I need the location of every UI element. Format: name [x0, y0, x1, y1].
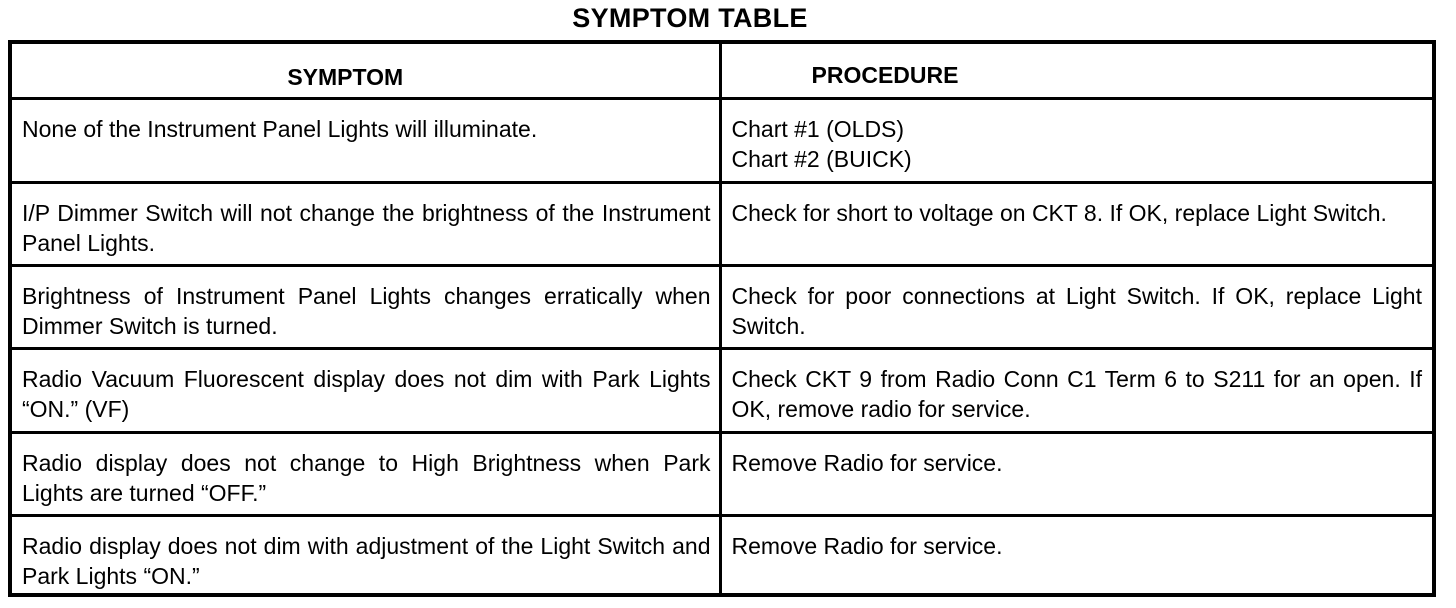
column-header-procedure: PROCEDURE — [720, 44, 1432, 98]
table-header-row — [12, 44, 1432, 98]
table-row — [12, 432, 1432, 515]
column-header-symptom: SYMPTOM — [12, 44, 720, 98]
procedure-line: Remove Radio for service. — [731, 449, 1003, 476]
table-row — [12, 182, 1432, 265]
symptom-table — [8, 40, 1436, 597]
procedure-line: Check for short to voltage on CKT 8. If OK, replace Light Switch. — [731, 199, 1387, 226]
symptom-cell: I/P Dimmer Switch will not change the brightness of the Instrument Panel Lights. — [12, 182, 720, 265]
symptom-cell: Radio display does not change to High Brightness when Park Lights are turned “OFF.” — [12, 432, 720, 515]
table-row — [12, 515, 1432, 597]
procedure-cell — [720, 182, 1432, 265]
page-title: SYMPTOM TABLE — [572, 3, 808, 33]
table-row — [12, 98, 1432, 182]
procedure-cell — [720, 432, 1432, 515]
procedure-line: Check for poor connections at Light Switch. If OK, replace Light Switch. — [731, 282, 1422, 339]
symptom-cell: Radio Vacuum Fluorescent display does not dim with Park Lights “ON.” (VF) — [12, 348, 720, 432]
table — [12, 44, 1432, 597]
procedure-cell — [720, 348, 1432, 432]
procedure-cell — [720, 98, 1432, 182]
symptom-cell: Radio display does not dim with adjustment of the Light Switch and Park Lights “ON.” — [12, 515, 720, 597]
procedure-line: Chart #1 (OLDS) — [731, 115, 905, 142]
procedure-line: Check CKT 9 from Radio Conn C1 Term 6 to S211 for an open. If OK, remove radio for service. — [731, 365, 1422, 422]
symptom-cell: None of the Instrument Panel Lights will illuminate. — [12, 98, 720, 182]
procedure-line: Remove Radio for service. — [731, 532, 1003, 559]
procedure-cell — [720, 265, 1432, 348]
procedure-cell — [720, 515, 1432, 597]
symptom-cell: Brightness of Instrument Panel Lights changes erratically when Dimmer Switch is turned. — [12, 265, 720, 348]
table-row — [12, 265, 1432, 348]
procedure-line: Chart #2 (BUICK) — [731, 145, 912, 172]
table-row — [12, 348, 1432, 432]
